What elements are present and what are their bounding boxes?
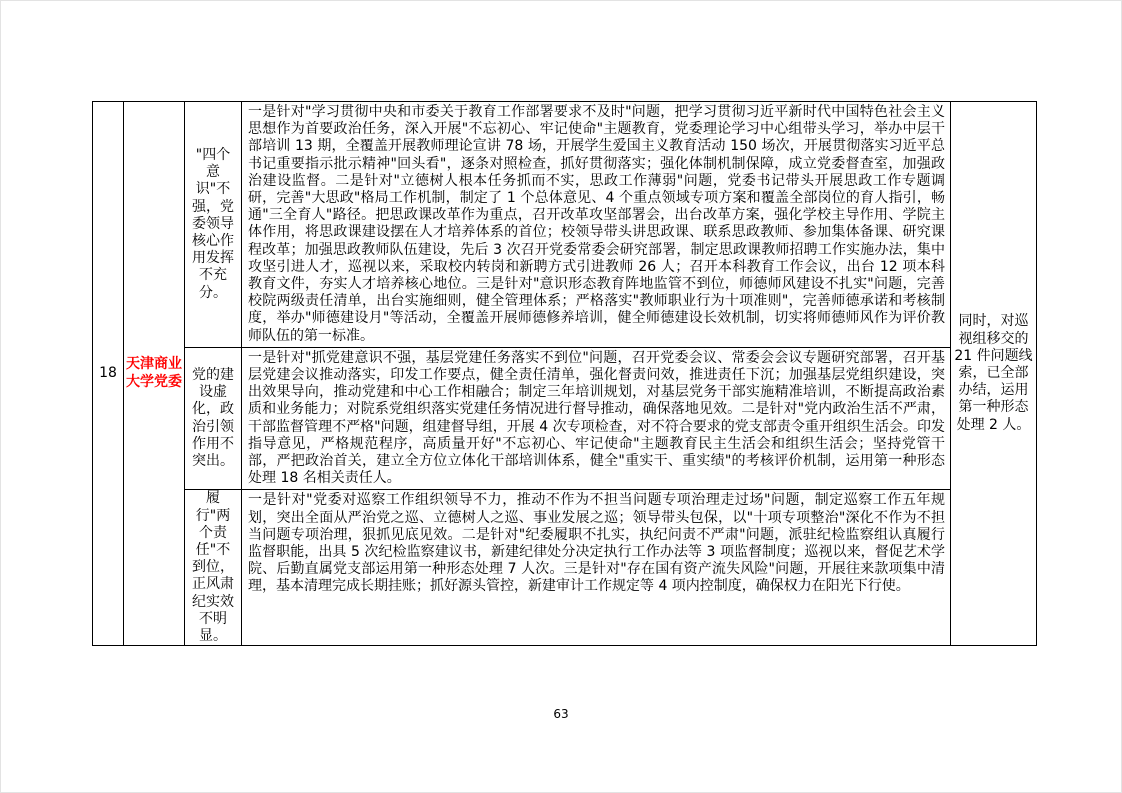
row-number: 18 [93,102,124,646]
org-name: 天津商业大学党委 [124,102,185,646]
measures-cell-3: 一是针对"党委对巡察工作组织领导不力，推动不作为不担当问题专项治理走过场"问题，制定巡察工作五年规划，突出全面从严治党之巡、立德树人之巡、事业发展之巡；领导带头包保，以"十项专项整治"深化不作为不担当问题专项治理，狠抓见底见效。二是针对"纪委履职不扎实，执纪问责不严肃"问题，派驻纪检监察组认真履行监督职能，出具 5 次纪检监察建议书，新建纪律处分决定执行工作办法等 3 项监督制度；巡视以来，督促艺术学院、后勤直属党支部运用第一种形态处理 7 人次。三是针对"存在国有资产流失风险"问题，开展往来款项集中清理，基本清理完成长期挂账；抓好源头管控，新建审计工作规定等 4 项内控制度，确保权力在阳光下行使。 [242,490,951,646]
problem-cell-1: "四个意识"不强，党委领导核心作用发挥不充分。 [185,102,242,348]
measures-cell-2: 一是针对"抓党建意识不强，基层党建任务落实不到位"问题，召开党委会议、常委会会议专题研究部署，召开基层党建会议推动落实，印发工作要点，健全责任清单，强化督责问效，推进责任下沉；加强基层党组织建设，突出效果导向，推动党建和中心工作相融合；制定三年培训规划，对基层党务干部实施精准培训，不断提高政治素质和业务能力；对院系党组织落实党建任务情况进行督导推动，确保落地见效。二是针对"党内政治生活不严肃，干部监督管理不严格"问题，组建督导组，开展 4 次专项检查，对不符合要求的党支部责令重开组织生活会。印发指导意见，严格规范程序，高质量开好"不忘初心、牢记使命"主题教育民主生活会和组织生活会；坚持党管干部，严把政治首关，建立全方位立体化干部培训体系，健全"重实干、重实绩"的考核评价机制，运用第一种形态处理 18 名相关责任人。 [242,347,951,490]
problem-cell-3: 履行"两个责任"不到位，正风肃纪实效不明显。 [185,490,242,646]
measures-cell-1: 一是针对"学习贯彻中央和市委关于教育工作部署要求不及时"问题，把学习贯彻习近平新时代中国特色社会主义思想作为首要政治任务，深入开展"不忘初心、牢记使命"主题教育，党委理论学习中心组带头学习，举办中层干部培训 13 期，全覆盖开展教师理论宣讲 78 场，开展学生爱国主义教育活动 150 场次，开展贯彻落实习近平总书记重要指示批示精神"回头看"，逐条对照检查，抓好贯彻落实；强化体制机制保障，成立党委督查室，加强政治建设监督。二是针对"立德树人根本任务抓而不实，思政工作薄弱"问题，党委书记带头开展思政工作专题调研，完善"大思政"格局工作机制，制定了 1 个总体意见、4 个重点领域专项方案和覆盖全部岗位的育人指引，畅通"三全育人"路径。把思政课改革作为重点，召开改革攻坚部署会，出台改革方案，强化学校主导作用、学院主体作用，将思政课建设摆在人才培养体系的首位；校领导带头讲思政课、联系思政教师、参加集体备课、研究课程改革；加强思政教师队伍建设，先后 3 次召开党委常委会研究部署，制定思政课教师招聘工作实施办法，集中攻坚引进人才，巡视以来，采取校内转岗和新聘方式引进教师 26 人；召开本科教育工作会议，出台 12 项本科教育文件，夯实人才培养核心地位。三是针对"意识形态教育阵地监管不到位，师德师风建设不扎实"问题，完善校院两级责任清单，出台实施细则，健全管理体系；严格落实"教师职业行为十项准则"，完善师德承诺和考核制度，举办"师德建设月"等活动，全覆盖开展师德修养培训，健全师德建设长效机制，切实将师德师风作为评价教师队伍的第一标准。 [242,102,951,348]
summary-cell: 同时，对巡视组移交的 21 件问题线索，已全部办结，运用第一种形态处理 2 人。 [951,102,1037,646]
table-row [93,490,1037,646]
table-row [93,347,1037,490]
problem-cell-2: 党的建设虚化，政治引领作用不突出。 [185,347,242,490]
table-row [93,102,1037,348]
page-number: 63 [553,707,569,721]
rectification-table [92,101,1037,646]
